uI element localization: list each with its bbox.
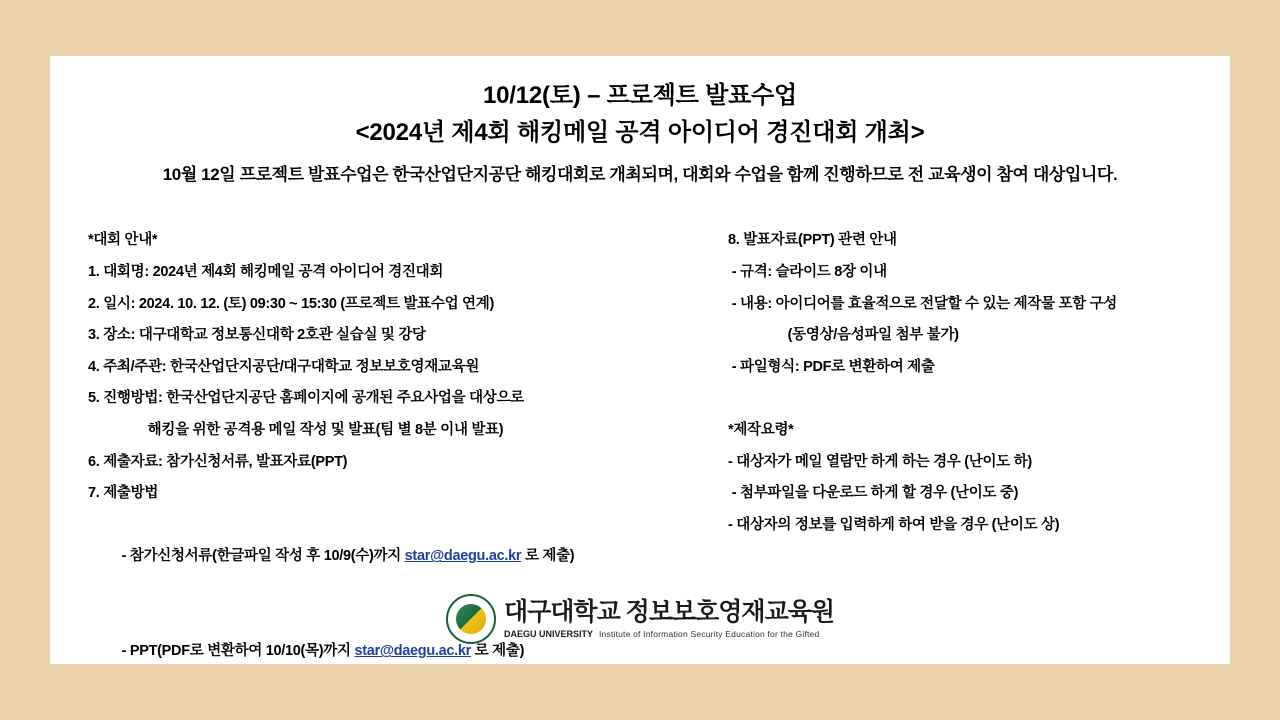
university-emblem-icon — [446, 594, 496, 644]
left-line-0: *대회 안내* — [88, 232, 158, 249]
right-line-4: - 파일형식: PDF로 변환하여 제출 — [728, 358, 935, 375]
right-line-9: - 대상자의 정보를 입력하게 하여 받을 경우 (난이도 상) — [728, 516, 1060, 533]
slide-title-line2: <2024년 제4회 해킹메일 공격 아이디어 경진대회 개최> — [355, 119, 925, 146]
submission-1-suffix: 로 제출) — [521, 548, 575, 565]
slide-subtitle: 10월 12일 프로젝트 발표수업은 한국산업단지공단 해킹대회로 개최되며, 대회와 수업을 함께 진행하므로 전 교육생이 참여 대상입니다. — [162, 165, 1118, 185]
left-line-submission-1 — [88, 510, 678, 605]
left-line-8: 7. 제출방법 — [88, 485, 159, 502]
submission-1-prefix: - 참가신청서류(한글파일 작성 후 10/9(수)까지 — [117, 548, 405, 565]
left-line-4: 4. 주최/주관: 한국산업단지공단/대구대학교 정보보호영재교육원 — [88, 358, 480, 375]
left-line-1: 1. 대회명: 2024년 제4회 해킹메일 공격 아이디어 경진대회 — [88, 264, 444, 280]
left-line-3: 3. 장소: 대구대학교 정보통신대학 2호관 실습실 및 강당 — [88, 327, 426, 344]
left-line-5: 5. 진행방법: 한국산업단지공단 홈페이지에 공개된 주요사업을 대상으로 — [88, 390, 524, 407]
right-line-0: 8. 발표자료(PPT) 관련 안내 — [728, 232, 897, 249]
submission-2-suffix: 로 제출) — [471, 643, 525, 660]
logo-name-en-univ: DAEGU UNIVERSITY — [503, 628, 593, 639]
right-line-7: - 대상자가 메일 열람만 하게 하는 경우 (난이도 하) — [728, 453, 1032, 470]
slide-canvas — [50, 56, 1230, 664]
university-logo — [446, 594, 834, 644]
right-line-spacer — [728, 383, 1198, 415]
right-line-3: (동영상/음성파일 첨부 불가) — [728, 327, 959, 344]
left-line-7: 6. 제출자료: 참가신청서류, 발표자료(PPT) — [88, 453, 348, 470]
logo-name-en-inst: Institute of Information Security Education for the Gifted — [598, 628, 820, 639]
right-line-8: - 첨부파일을 다운로드 하게 할 경우 (난이도 중) — [728, 485, 1019, 502]
right-line-6: *제작요령* — [728, 422, 794, 439]
footer-logo — [50, 594, 1230, 644]
submission-2-prefix: - PPT(PDF로 변환하여 10/10(목)까지 — [117, 643, 355, 660]
logo-name-ko: 대구대학교 정보보호영재교육원 — [503, 598, 835, 627]
slide-title-line1: 10/12(토) – 프로젝트 발표수업 — [482, 82, 798, 109]
left-line-2: 2. 일시: 2024. 10. 12. (토) 09:30 ~ 15:30 (프로젝트 발표수업 연계) — [88, 295, 494, 312]
title-block — [78, 78, 1202, 152]
right-line-2: - 내용: 아이디어를 효율적으로 전달할 수 있는 제작물 포함 구성 — [728, 295, 1118, 312]
right-line-1: - 규격: 슬라이드 8장 이내 — [728, 264, 887, 280]
email-link-star-1[interactable]: star@daegu.ac.kr — [404, 548, 522, 565]
emblem-inner-shape — [456, 604, 486, 634]
left-line-6: 해킹을 위한 공격용 메일 작성 및 발표(팀 별 8분 이내 발표) — [88, 422, 504, 439]
email-link-star-2[interactable]: star@daegu.ac.kr — [354, 643, 471, 660]
logo-text-group — [504, 599, 834, 639]
logo-sub-row — [504, 627, 834, 639]
